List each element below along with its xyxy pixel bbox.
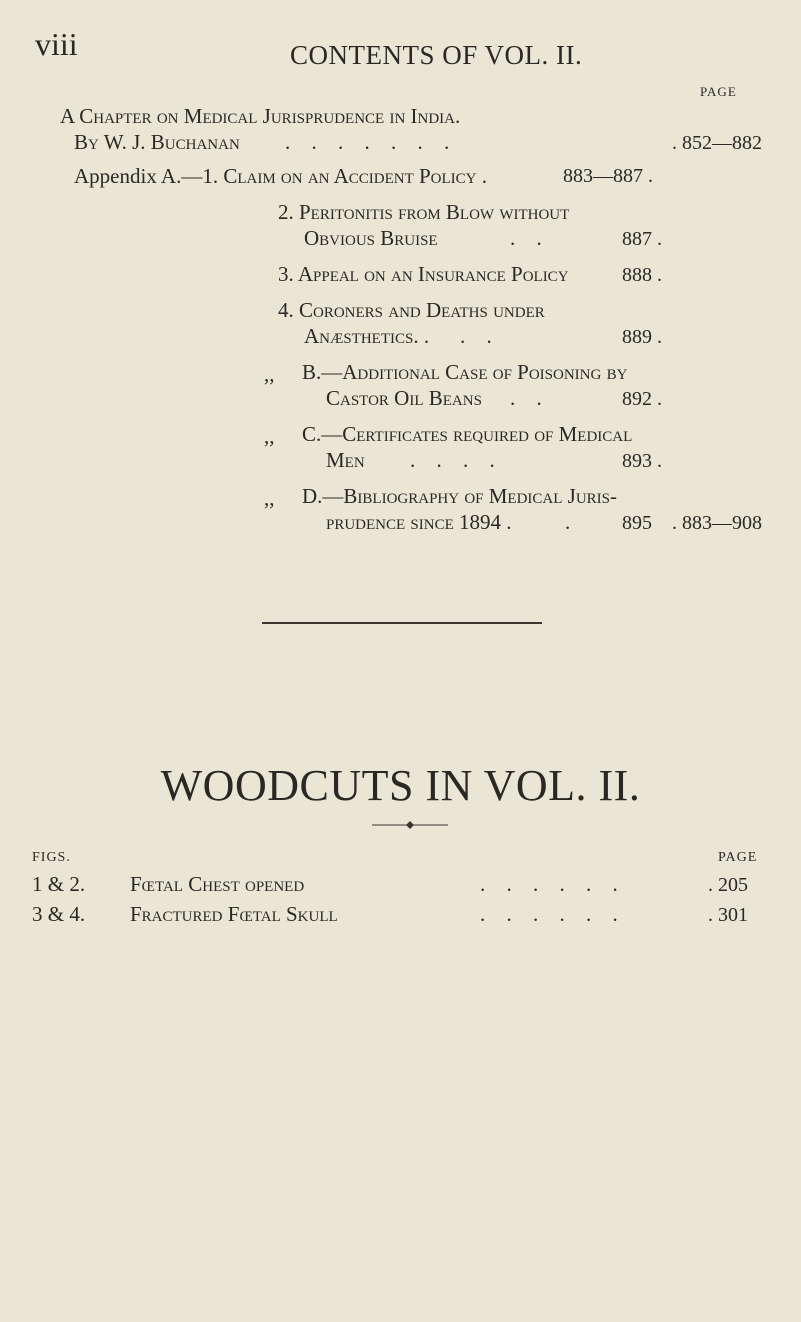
b-page: 892 . — [622, 388, 662, 410]
running-title: CONTENTS OF VOL. II. — [290, 40, 583, 70]
d-leader-dots: . — [565, 510, 571, 534]
a2-title-line1: 2. Peritonitis from Blow without — [278, 200, 570, 224]
chapter-author: By W. J. Buchanan — [74, 130, 240, 154]
chapter-leader-dots: . . . . . . . — [285, 130, 458, 154]
woodcut-page-1: . 205 — [708, 874, 748, 896]
woodcut-page-2: . 301 — [708, 904, 748, 926]
woodcut-title-1: Fœtal Chest opened — [130, 872, 305, 896]
d-title-line1: D.—Bibliography of Medical Juris- — [302, 484, 618, 508]
appendix-page-range: . 883—908 — [672, 512, 762, 534]
woodcut-dots-2: . . . . . . — [480, 902, 626, 926]
woodcut-dots-1: . . . . . . — [480, 872, 626, 896]
a4-leader-dots: . . — [460, 324, 500, 348]
chapter-pages: . 852—882 — [672, 132, 762, 154]
a4-page: 889 . — [622, 326, 662, 348]
c-title-line1: C.—Certificates required of Medical — [302, 422, 633, 446]
a2-title-line2: Obvious Bruise — [304, 226, 438, 250]
c-leader-dots: . . . . — [410, 448, 503, 472]
b-leader-dots: . . — [510, 386, 550, 410]
a4-title-line1: 4. Coroners and Deaths under — [278, 298, 545, 322]
woodcut-page-column-label: PAGE — [718, 850, 758, 865]
figs-column-label: FIGS. — [32, 850, 71, 865]
c-page: 893 . — [622, 450, 662, 472]
c-ditto: ,, — [264, 424, 275, 448]
woodcut-figs-2: 3 & 4. — [32, 902, 86, 926]
d-title-line2: prudence since 1894 . — [326, 510, 512, 534]
appendix-a-prefix: Appendix A.—1. Claim on an Accident Policy . — [74, 164, 488, 188]
woodcut-figs-1: 1 & 2. — [32, 872, 86, 896]
page-numeral: viii — [35, 26, 78, 62]
page-column-label: PAGE — [700, 84, 737, 99]
a3-page: 888 . — [622, 264, 662, 286]
ornament-dash — [370, 818, 450, 832]
section-divider — [262, 622, 542, 624]
b-ditto: ,, — [264, 362, 275, 386]
woodcut-title-2: Fractured Fœtal Skull — [130, 902, 338, 926]
c-title-line2: Men — [326, 448, 365, 472]
a2-leader-dots: . . — [510, 226, 550, 250]
b-title-line1: B.—Additional Case of Poisoning by — [302, 360, 628, 384]
woodcuts-heading: WOODCUTS IN VOL. II. — [160, 761, 641, 810]
a4-title-line2: Anæsthetics. . — [304, 324, 430, 348]
a2-page: 887 . — [622, 228, 662, 250]
chapter-title: A Chapter on Medical Jurisprudence in India. — [60, 104, 461, 128]
a1-page: 883—887 . — [563, 165, 653, 187]
b-title-line2: Castor Oil Beans — [326, 386, 482, 410]
a3-title: 3. Appeal on an Insurance Policy — [278, 262, 569, 286]
d-ditto: ,, — [264, 486, 275, 510]
d-page: 895 — [622, 512, 652, 534]
